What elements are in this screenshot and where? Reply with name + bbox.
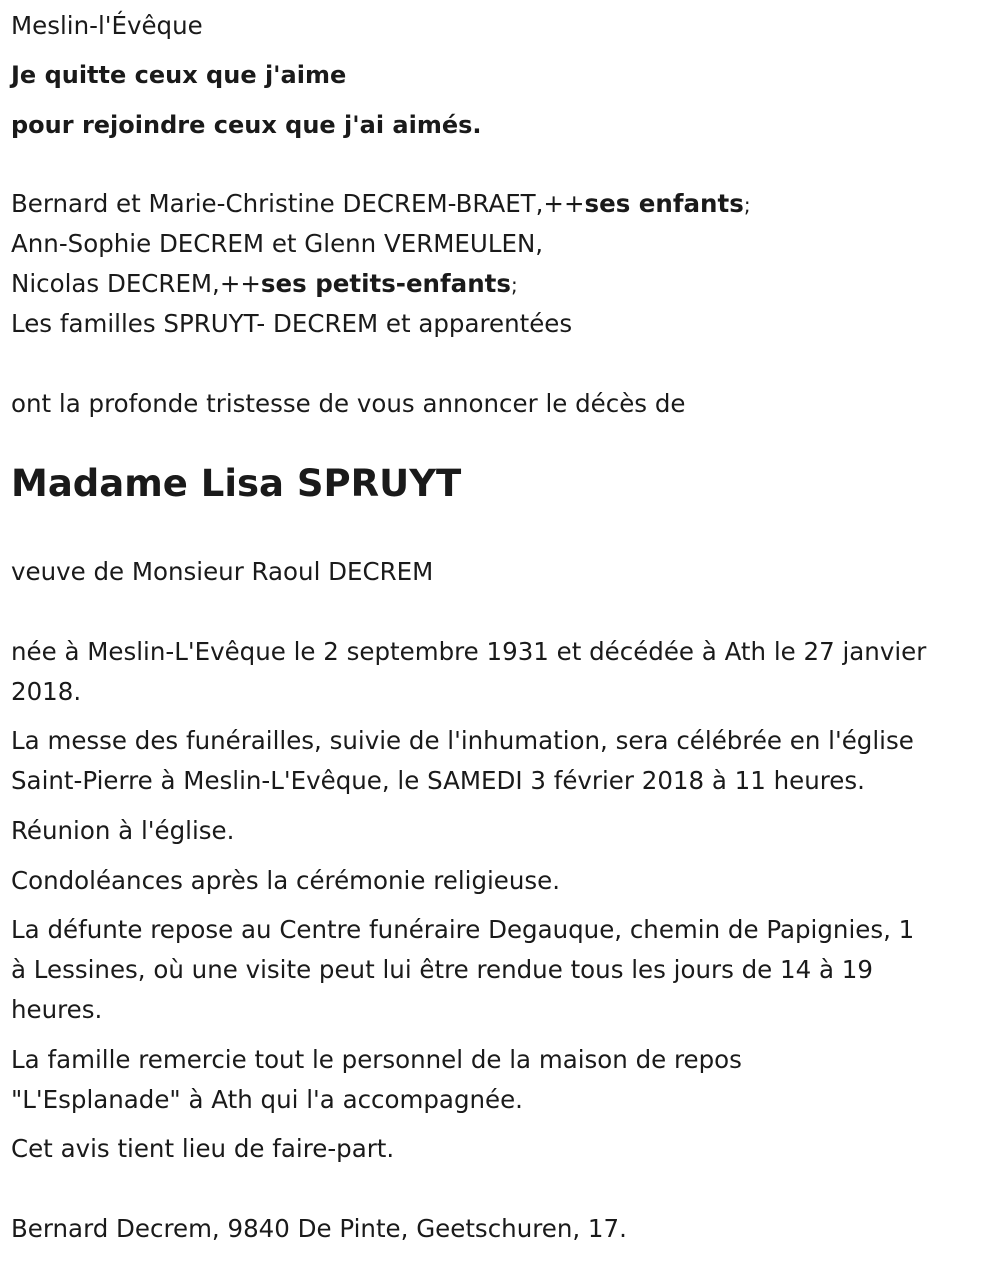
location: Meslin-l'Évêque	[11, 11, 203, 40]
notice-line: Cet avis tient lieu de faire-part.	[11, 1134, 395, 1163]
condolences-line: Condoléances après la cérémonie religieuse.	[11, 866, 561, 895]
family-line-4: Les familles SPRUYT- DECREM et apparentées	[11, 309, 573, 338]
family-line-grandchildren	[11, 264, 518, 305]
spouse-line: veuve de Monsieur Raoul DECREM	[11, 557, 434, 586]
thanks-line-1: La famille remercie tout le personnel de la maison de repos	[11, 1045, 742, 1074]
birth-death-line-1: née à Meslin-L'Evêque le 2 septembre 1931 et décédée à Ath le 27 janvier	[11, 637, 927, 666]
grandchildren-names: Nicolas DECREM,++	[11, 269, 261, 298]
grandchildren-role: ses petits-enfants	[260, 269, 511, 298]
children-role: ses enfants	[584, 189, 744, 218]
birth-death-line-2: 2018.	[11, 677, 82, 706]
announcement: ont la profonde tristesse de vous annoncer le décès de	[11, 389, 686, 418]
thanks-line-2: "L'Esplanade" à Ath qui l'a accompagnée.	[11, 1085, 523, 1114]
children-names: Bernard et Marie-Christine DECREM-BRAET,++	[11, 189, 585, 218]
children-punct: ;	[743, 193, 751, 217]
rest-line-2: à Lessines, où une visite peut lui être rendue tous les jours de 14 à 19	[11, 955, 873, 984]
quote-line-1: Je quitte ceux que j'aime	[11, 61, 347, 89]
funeral-line-2: Saint-Pierre à Meslin-L'Evêque, le SAMEDI 3 février 2018 à 11 heures.	[11, 766, 865, 795]
deceased-name: Madame Lisa SPRUYT	[11, 462, 462, 505]
contact-line: Bernard Decrem, 9840 De Pinte, Geetschuren, 17.	[11, 1214, 627, 1243]
family-line-2: Ann-Sophie DECREM et Glenn VERMEULEN,	[11, 229, 544, 258]
grandchildren-punct: ;	[510, 273, 518, 297]
family-line-children	[11, 184, 751, 225]
funeral-line-1: La messe des funérailles, suivie de l'inhumation, sera célébrée en l'église	[11, 726, 914, 755]
quote-line-2: pour rejoindre ceux que j'ai aimés.	[11, 111, 482, 139]
rest-line-1: La défunte repose au Centre funéraire Degauque, chemin de Papignies, 1	[11, 915, 915, 944]
meeting-line: Réunion à l'église.	[11, 816, 235, 845]
rest-line-3: heures.	[11, 995, 103, 1024]
